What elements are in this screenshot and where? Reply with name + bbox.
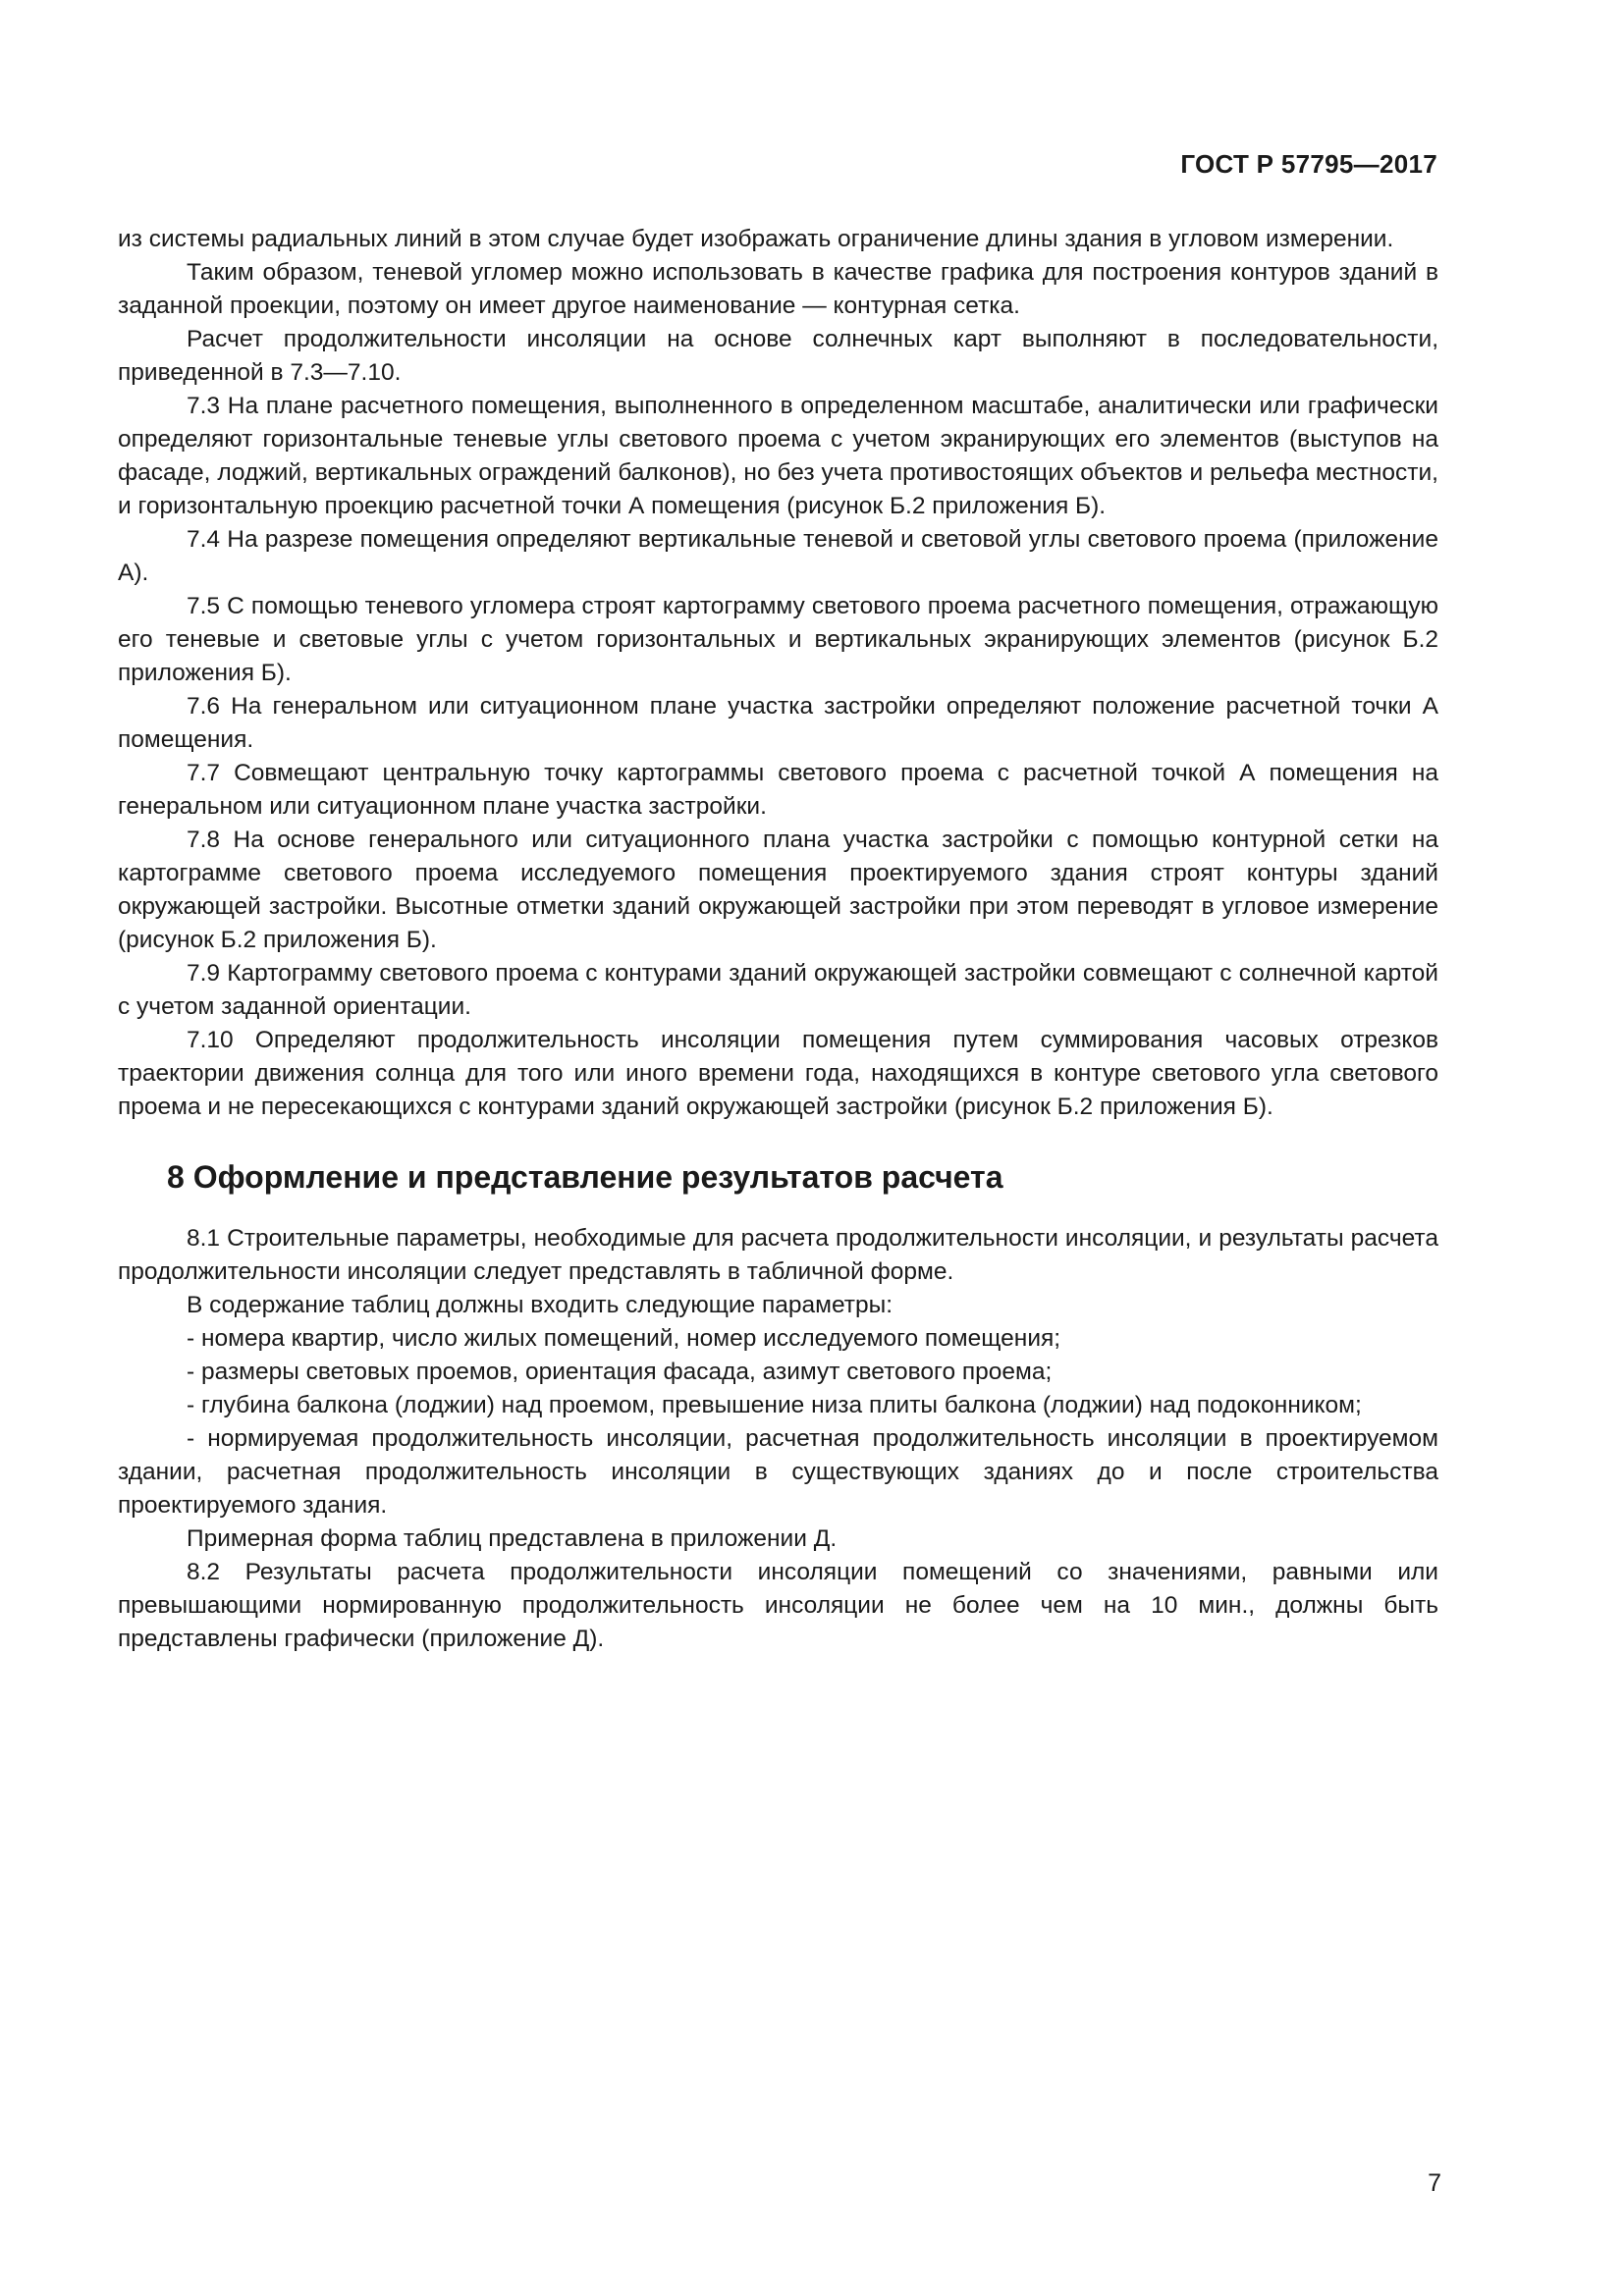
clause-7-8: 7.8 На основе генерального или ситуационного плана участка застройки с помощью контурной сетки на картограмме светового проема исследуемого помещения проектируемого здания строят контуры зданий окружающей застройки. Высотные отметки зданий окружающей застройки при этом переводят в угловое измерение (рисунок Б.2 приложения Б). [118, 827, 1438, 953]
paragraph: Примерная форма таблиц представлена в приложении Д. [187, 1525, 838, 1552]
document-header: ГОСТ Р 57795—2017 [1180, 149, 1437, 179]
clause-7-9: 7.9 Картограмму светового проема с контурами зданий окружающей застройки совмещают с солнечной картой с учетом заданной ориентации. [118, 960, 1438, 1020]
clause-7-6: 7.6 На генеральном или ситуационном плане участка застройки определяют положение расчетной точки А помещения. [118, 693, 1438, 753]
list-item: - размеры световых проемов, ориентация фасада, азимут светового проема; [187, 1359, 1053, 1385]
clause-8-2: 8.2 Результаты расчета продолжительности инсоляции помещений со значениями, равными или превышающими нормированную продолжительность инсоляции не более чем на 10 мин., должны быть представлены графически (приложение Д). [118, 1559, 1438, 1652]
document-body [118, 223, 1438, 1656]
clause-7-5: 7.5 С помощью теневого угломера строят картограмму светового проема расчетного помещения, отражающую его теневые и световые углы с учетом горизонтальных и вертикальных экранирующих элементов (рисунок Б.2 приложения Б). [118, 593, 1438, 686]
clause-7-7: 7.7 Совмещают центральную точку картограммы светового проема с расчетной точкой А помещения на генеральном или ситуационном плане участка застройки. [118, 760, 1438, 820]
clause-8-1: 8.1 Строительные параметры, необходимые для расчета продолжительности инсоляции, и результаты расчета продолжительности инсоляции следует представлять в табличной форме. [118, 1225, 1438, 1285]
section-8-heading: 8 Оформление и представление результатов расчета [167, 1159, 1003, 1195]
paragraph: Таким образом, теневой угломер можно использовать в качестве графика для построения контуров зданий в заданной проекции, поэтому он имеет другое наименование — контурная сетка. [118, 259, 1438, 319]
list-item: - глубина балкона (лоджии) над проемом, превышение низа плиты балкона (лоджии) над подоконником; [187, 1392, 1362, 1418]
paragraph: В содержание таблиц должны входить следующие параметры: [187, 1292, 893, 1318]
paragraph-continuation: из системы радиальных линий в этом случае будет изображать ограничение длины здания в угловом измерении. [118, 226, 1394, 252]
clause-7-3: 7.3 На плане расчетного помещения, выполненного в определенном масштабе, аналитически или графически определяют горизонтальные теневые углы светового проема с учетом экранирующих его элементов (выступов на фасаде, лоджий, вертикальных ограждений балконов), но без учета противостоящих объектов и рельефа местности, и горизонтальную проекцию расчетной точки А помещения (рисунок Б.2 приложения Б). [118, 393, 1438, 519]
paragraph: Расчет продолжительности инсоляции на основе солнечных карт выполняют в последовательности, приведенной в 7.3—7.10. [118, 326, 1438, 386]
clause-7-10: 7.10 Определяют продолжительность инсоляции помещения путем суммирования часовых отрезков траектории движения солнца для того или иного времени года, находящихся в контуре светового угла светового проема и не пересекающихся с контурами зданий окружающей застройки (рисунок Б.2 приложения Б). [118, 1027, 1438, 1120]
list-item: - нормируемая продолжительность инсоляции, расчетная продолжительность инсоляции в проектируемом здании, расчетная продолжительность инсоляции в существующих зданиях до и после строительства проектируемого здания. [118, 1425, 1438, 1519]
clause-7-4: 7.4 На разрезе помещения определяют вертикальные теневой и световой углы светового проема (приложение А). [118, 526, 1438, 586]
list-item: - номера квартир, число жилых помещений, номер исследуемого помещения; [187, 1325, 1061, 1352]
page-number: 7 [1428, 2169, 1441, 2197]
